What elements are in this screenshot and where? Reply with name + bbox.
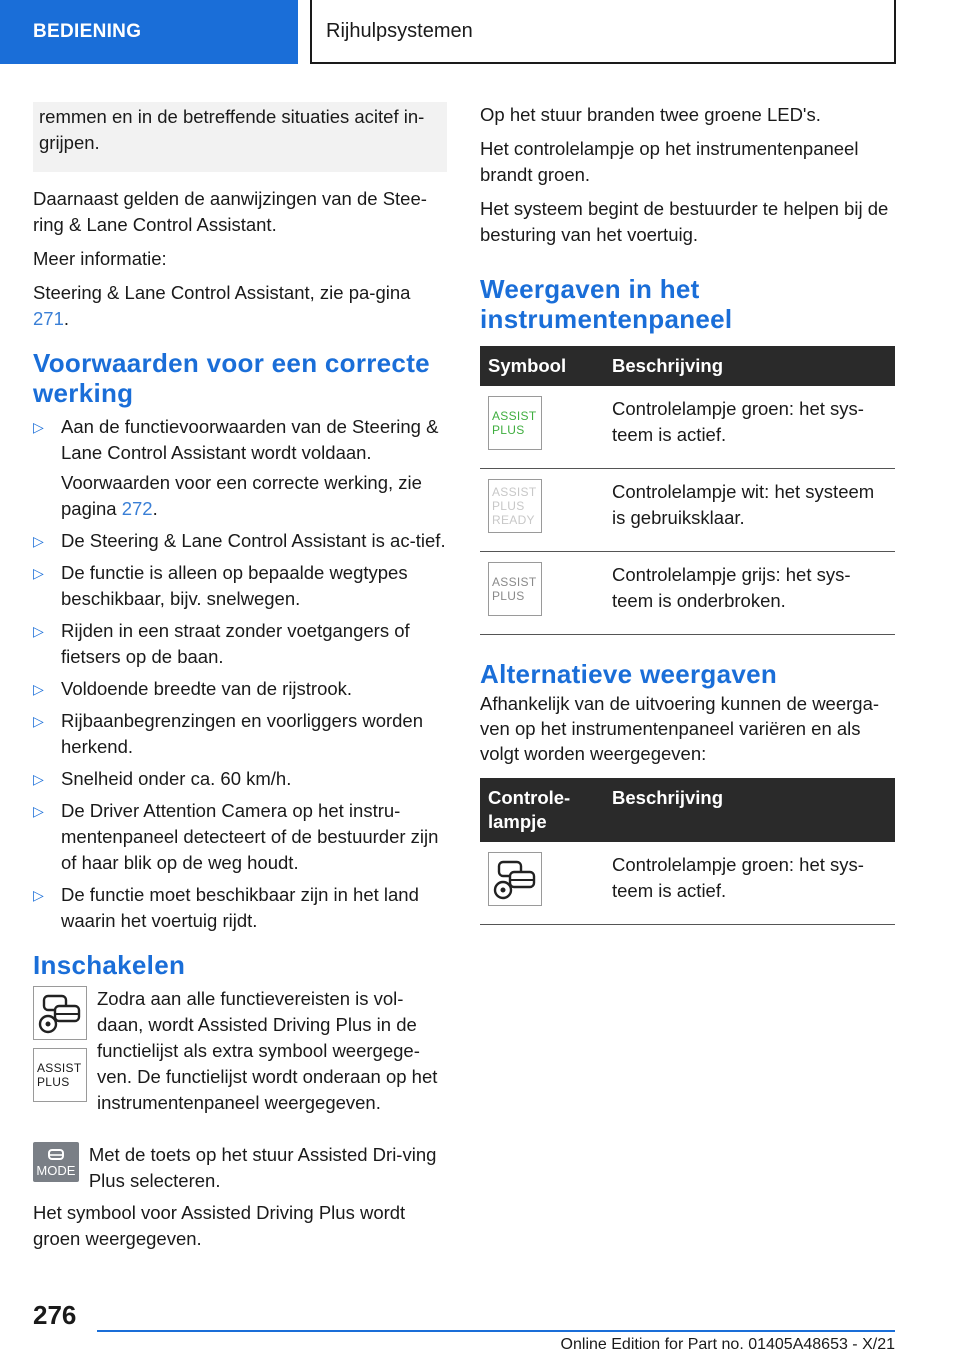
paragraph: Meer informatie: <box>33 248 167 269</box>
triangle-bullet-icon: ▷ <box>33 887 44 903</box>
table-row <box>480 842 895 925</box>
activate-text: Zodra aan alle functievereisten is vol-daan, wordt Assisted Driving Plus in de functielijst als extra symbool weergege-ven. De functielijst wordt onderaan op het instrumentenpaneel weergegeven. <box>97 988 438 1113</box>
list-item <box>33 528 447 554</box>
lamp-table <box>480 778 895 925</box>
list-item-text: Rijbaanbegrenzingen en voorliggers worden herkend. <box>61 710 424 757</box>
icon-label: ASSIST <box>492 575 537 589</box>
list-item-sub <box>61 470 447 522</box>
symbol-cell <box>480 469 604 552</box>
list-item-text: Snelheid onder ca. 60 km/h. <box>61 768 292 789</box>
assist-plus-ready-white-icon <box>488 479 542 533</box>
list-item <box>33 618 447 670</box>
table-row <box>480 552 895 635</box>
table-header: Beschrijving <box>604 346 895 386</box>
section-tab <box>0 0 298 64</box>
paragraph <box>33 280 447 332</box>
conditions-list <box>33 414 447 934</box>
table-header: Controle-lampje <box>480 778 604 842</box>
page-link-271[interactable]: 271 <box>33 308 64 329</box>
symbol-cell <box>480 386 604 469</box>
footer-edition: Online Edition for Part no. 01405A48653 - X/21 <box>560 1336 895 1353</box>
table-row <box>480 469 895 552</box>
paragraph: Daarnaast gelden de aanwijzingen van de Stee-ring & Lane Control Assistant. <box>33 188 427 235</box>
description-cell: Controlelampje wit: het systeem is gebruiksklaar. <box>604 469 895 552</box>
triangle-bullet-icon: ▷ <box>33 565 44 581</box>
table-header: Beschrijving <box>604 778 895 842</box>
cars-steering-icon <box>488 852 542 906</box>
page-number: 276 <box>33 1300 77 1330</box>
assist-plus-gray-icon <box>488 562 542 616</box>
icon-label: ASSIST <box>492 485 537 499</box>
page-link-272[interactable]: 272 <box>121 498 153 519</box>
paragraph-punct: . <box>63 308 70 329</box>
chapter-title: Rijhulpsystemen <box>326 19 473 42</box>
description-cell: Controlelampje groen: het sys-teem is actief. <box>604 842 895 925</box>
list-item <box>33 414 447 522</box>
activate-block <box>33 986 447 1116</box>
icon-stack <box>33 986 87 1116</box>
icon-label: ASSIST <box>37 1061 82 1075</box>
heading-activate: Inschakelen <box>33 950 186 980</box>
table-header-row <box>480 778 895 842</box>
assist-plus-green-icon <box>488 396 542 450</box>
list-item-text: De Driver Attention Camera op het instru-mentenpaneel detecteert of de bestuurder zijn of haar blik op de weg houdt. <box>61 800 439 873</box>
icon-label: ASSIST <box>492 409 537 423</box>
paragraph: Het systeem begint de bestuurder te helpen bij de besturing van het voertuig. <box>480 198 889 245</box>
cars-steering-icon <box>33 986 87 1040</box>
icon-label: PLUS <box>492 499 525 513</box>
chapter-header <box>310 0 896 64</box>
mode-text: Met de toets op het stuur Assisted Dri-ving Plus selecteren. <box>88 1144 437 1191</box>
left-column <box>33 102 447 1260</box>
icon-label: PLUS <box>492 423 525 437</box>
mode-label: MODE <box>36 1162 76 1178</box>
paragraph: Het symbool voor Assisted Driving Plus wordt groen weergegeven. <box>33 1202 406 1249</box>
heading-conditions: Voorwaarden voor een correcte werking <box>33 348 430 408</box>
heading-alternative: Alternatieve weergaven <box>480 659 778 689</box>
mode-button-icon <box>33 1142 79 1182</box>
triangle-bullet-icon: ▷ <box>33 623 44 639</box>
description-cell: Controlelampje groen: het sys-teem is actief. <box>604 386 895 469</box>
list-item <box>33 882 447 934</box>
icon-label: PLUS <box>37 1075 70 1089</box>
table-header: Symbool <box>480 346 604 386</box>
assist-plus-icon <box>33 1048 87 1102</box>
list-item-text: Rijden in een straat zonder voetgangers of fietsers op de baan. <box>61 620 410 667</box>
symbol-cell <box>480 552 604 635</box>
triangle-bullet-icon: ▷ <box>33 713 44 729</box>
icon-label: READY <box>492 513 535 527</box>
section-title: BEDIENING <box>33 21 142 42</box>
list-item-text: De functie moet beschikbaar zijn in het land waarin het voertuig rijdt. <box>61 884 419 931</box>
symbol-table <box>480 346 895 635</box>
footer-divider <box>97 1330 895 1332</box>
list-item <box>33 798 447 876</box>
description-cell: Controlelampje grijs: het sys-teem is onderbroken. <box>604 552 895 635</box>
paragraph: Het controlelampje op het instrumentenpaneel brandt groen. <box>480 138 859 185</box>
paragraph: Afhankelijk van de uitvoering kunnen de weerga-ven op het instrumentenpaneel variëren en als volgt worden weergegeven: <box>480 693 880 764</box>
heading-display: Weergaven in het instrumentenpaneel <box>480 274 733 334</box>
list-item-text: De Steering & Lane Control Assistant is ac-tief. <box>61 530 446 551</box>
triangle-bullet-icon: ▷ <box>33 533 44 549</box>
icon-label: PLUS <box>492 589 525 603</box>
symbol-cell <box>480 842 604 925</box>
table-row <box>480 386 895 469</box>
list-item-sub-punct: . <box>152 498 158 519</box>
list-item <box>33 560 447 612</box>
paragraph: Op het stuur branden twee groene LED's. <box>480 104 821 125</box>
triangle-bullet-icon: ▷ <box>33 771 44 787</box>
list-item-text: Voldoende breedte van de rijstrook. <box>61 678 353 699</box>
mode-block <box>33 1142 447 1194</box>
triangle-bullet-icon: ▷ <box>33 803 44 819</box>
list-item <box>33 766 447 792</box>
list-item-text: De functie is alleen op bepaalde wegtypes beschikbaar, bijv. snelwegen. <box>61 562 408 609</box>
list-item-text: Aan de functievoorwaarden van de Steering & Lane Control Assistant wordt voldaan. <box>61 416 439 463</box>
list-item-sub-text: Voorwaarden voor een correcte werking, zie pagina <box>61 472 422 519</box>
table-header-row <box>480 346 895 386</box>
list-item <box>33 708 447 760</box>
note-box: remmen en in de betreffende situaties acitef in-grijpen. <box>33 102 447 172</box>
right-column <box>480 102 895 925</box>
paragraph-text: Steering & Lane Control Assistant, zie pa-gina <box>33 282 411 303</box>
triangle-bullet-icon: ▷ <box>33 681 44 697</box>
triangle-bullet-icon: ▷ <box>33 419 44 435</box>
list-item <box>33 676 447 702</box>
